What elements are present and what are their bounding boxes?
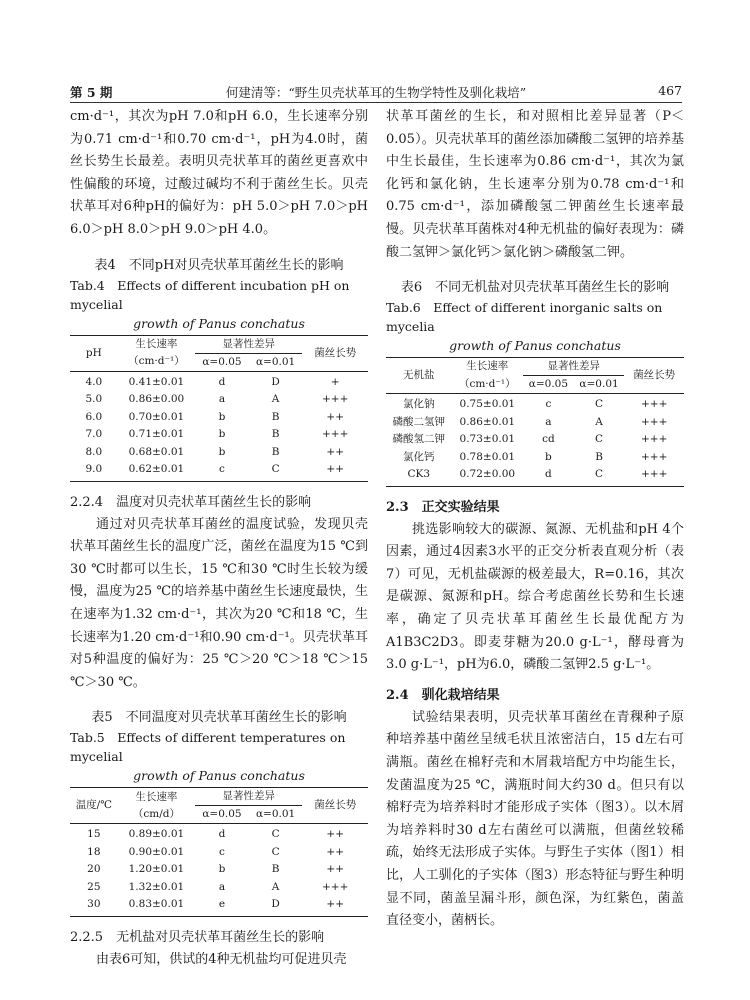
table-cell: CK3 [386, 466, 452, 486]
table-cell: 18 [87, 845, 101, 858]
table-row [386, 394, 684, 414]
table-cell: a [218, 393, 226, 406]
table-cell: 0.75±0.01 [452, 394, 524, 414]
table-caption-en: Tab.6 Effect of different inorganic salts on mycelia [386, 300, 663, 335]
col-header: 显著性差异 [523, 358, 624, 376]
table-caption-en-line2: growth of Panus conchatus [133, 315, 305, 331]
table-cell: +++ [322, 393, 349, 406]
running-title: 何建清等：“野生贝壳状革耳的生物学特性及驯化栽培” [225, 85, 527, 100]
table-cell: d [523, 466, 574, 486]
col-header: α=0.01 [255, 808, 296, 821]
running-header [70, 80, 682, 103]
table-cell: 8.0 [85, 445, 103, 458]
table-row [386, 449, 684, 467]
paragraph: 通过对贝壳状革耳菌丝的温度试验，发现贝壳状革耳菌丝生长的温度广泛，菌丝在温度为15 ℃到30 ℃时都可以生长，15 ℃和30 ℃时生长较为缓慢，温度为25 ℃的培养基中菌丝生长速度最快，生在速率为1.32 cm·d⁻¹，其次为20 ℃和18 ℃，生长速率为1.20 cm·d⁻¹和0.90 cm·d⁻¹。贝壳状革耳对5种温度的偏好为：25 ℃＞20 ℃＞18 ℃＞15 ℃＞30 ℃。 [70, 516, 368, 690]
table-row [70, 896, 368, 916]
col-header: 无机盐 [386, 358, 452, 394]
table-cell: C [249, 824, 303, 844]
section-heading: 2.2.4 温度对贝壳状革耳菌丝生长的影响 [70, 494, 312, 510]
col-header: α=0.05 [202, 808, 242, 821]
table-cell: +++ [322, 880, 349, 893]
col-header: α=0.01 [255, 355, 296, 368]
table-caption-cn: 表5 不同温度对贝壳状革耳菌丝生长的影响 [91, 710, 347, 726]
col-header: α=0.01 [579, 378, 619, 391]
table-cell: 1.20±0.01 [128, 863, 185, 876]
table-cell: +++ [640, 433, 668, 446]
table-caption-en: Tab.4 Effects of different incubation pH on mycelial [70, 277, 350, 312]
col-header: 菌丝长势 [302, 335, 368, 371]
table-cell: 9.0 [70, 461, 118, 481]
col-header: 菌丝长势 [302, 788, 368, 824]
table-cell: +++ [624, 394, 684, 414]
table-cell: ++ [302, 461, 368, 481]
table-row [70, 844, 368, 862]
table-cell: B [271, 410, 280, 423]
table-row [70, 861, 368, 879]
table-cell: 5.0 [85, 393, 103, 406]
table-cell: 0.70±0.01 [128, 410, 185, 423]
section-heading: 2.4 驯化栽培结果 [386, 687, 500, 703]
col-header: 显著性差异 [195, 788, 302, 806]
table-caption-cn: 表6 不同无机盐对贝壳状革耳菌丝生长的影响 [400, 280, 670, 296]
table-cell: 4.0 [70, 371, 118, 391]
table-row [70, 426, 368, 444]
table-caption-en: Tab.5 Effects of different temperatures on mycelial [70, 730, 346, 765]
col-header: α=0.05 [202, 355, 242, 368]
table-cell: D [249, 371, 303, 391]
table-cell: ++ [326, 845, 344, 858]
table-4 [70, 335, 368, 482]
col-header: 显著性差异 [195, 335, 302, 353]
table-cell: A [595, 415, 603, 428]
table-cell: 0.89±0.01 [118, 824, 195, 844]
table-cell: ++ [326, 410, 344, 423]
table-cell: 0.86±0.00 [128, 393, 185, 406]
table-cell: 0.73±0.01 [459, 433, 516, 446]
table-caption-cn: 表4 不同pH对贝壳状革耳菌丝生长的影响 [94, 257, 344, 273]
col-header: 生长速率 [118, 788, 195, 806]
table-cell: 氯化钠 [386, 394, 452, 414]
table-row [386, 466, 684, 486]
table-caption-en-line2: growth of Panus conchatus [449, 338, 621, 354]
table-cell: B [271, 428, 280, 441]
table-cell: 7.0 [85, 428, 103, 441]
table-cell: cd [542, 433, 555, 446]
table-cell: d [195, 824, 249, 844]
table-cell: 0.71±0.01 [128, 428, 185, 441]
table-cell: ++ [302, 896, 368, 916]
section-heading: 2.2.5 无机盐对贝壳状革耳菌丝生长的影响 [70, 929, 325, 945]
table-cell: +++ [322, 428, 349, 441]
table-cell: A [271, 393, 280, 406]
table-cell: b [218, 428, 226, 441]
table-cell: c [523, 394, 574, 414]
table-cell: b [218, 410, 226, 423]
table-row [70, 371, 368, 391]
table-cell: C [595, 433, 604, 446]
table-cell: d [195, 371, 249, 391]
col-header: 生长速率 [118, 335, 195, 353]
table-row [70, 879, 368, 897]
section-heading: 2.3 正交实验结果 [386, 499, 500, 515]
table-cell: C [574, 466, 625, 486]
table-row [70, 824, 368, 844]
table-row [70, 391, 368, 409]
table-cell: b [218, 863, 226, 876]
table-cell: b [218, 445, 226, 458]
table-row [386, 431, 684, 449]
table-cell: ++ [302, 824, 368, 844]
table-caption-en-line2: growth of Panus conchatus [133, 768, 305, 784]
table-row [70, 444, 368, 462]
col-header: （cm·d⁻¹） [458, 377, 516, 390]
table-cell: 30 [70, 896, 118, 916]
table-cell: c [195, 461, 249, 481]
col-header: 温度/℃ [70, 788, 118, 824]
table-cell: b [545, 450, 552, 463]
table-cell: B [271, 863, 280, 876]
table-cell: 0.90±0.01 [128, 845, 185, 858]
table-cell: + [302, 371, 368, 391]
table-row [70, 461, 368, 481]
table-cell: ++ [326, 863, 344, 876]
col-header: （cm·d⁻¹） [128, 355, 185, 368]
table-cell: 15 [70, 824, 118, 844]
issue-number: 第 5 期 [70, 85, 113, 100]
table-5 [70, 787, 368, 917]
table-cell: C [574, 394, 625, 414]
table-cell: C [249, 461, 303, 481]
table-cell: 0.86±0.01 [459, 415, 516, 428]
table-cell: e [195, 896, 249, 916]
paragraph: 状革耳菌丝的生长，和对照相比差异显著（P＜0.05）。贝壳状革耳的菌丝添加磷酸二氢钾的培养基中生长最佳，生长速率为0.86 cm·d⁻¹，其次为氯化钙和氯化钠，生长速率分别为0.78 cm·d⁻¹和0.75 cm·d⁻¹，添加磷酸氢二钾菌丝生长速率最慢。贝壳状革耳菌株对4种无机盐的偏好表现为：磷酸二氢钾＞氯化钙＞氯化钠＞磷酸氢二钾。 [386, 109, 684, 260]
table-cell: a [218, 880, 226, 893]
table-cell: B [271, 445, 280, 458]
col-header: 菌丝长势 [624, 358, 684, 394]
table-cell: a [545, 415, 552, 428]
col-header: pH [70, 335, 118, 371]
table-cell: 1.32±0.01 [128, 880, 185, 893]
table-cell: 0.62±0.01 [118, 461, 195, 481]
table-6 [386, 357, 684, 487]
table-row [386, 414, 684, 432]
paragraph: cm·d⁻¹，其次为pH 7.0和pH 6.0，生长速率分别为0.71 cm·d⁻¹和0.70 cm·d⁻¹，pH为4.0时，菌丝长势生长最差。表明贝壳状革耳的菌丝更喜欢中性偏酸的环境，过酸过碱均不利于菌丝生长。贝壳状革耳对6种pH的偏好为：pH 5.0＞pH 7.0＞pH 6.0＞pH 8.0＞pH 9.0＞pH 4.0。 [70, 109, 368, 237]
table-cell: C [271, 845, 280, 858]
table-cell: +++ [640, 415, 668, 428]
right-column [386, 106, 684, 933]
paragraph: 挑选影响较大的碳源、氮源、无机盐和pH 4个因素，通过4因素3水平的正交分析表直观分析（表7）可见，无机盐碳源的极差最大，R=0.16，其次是碳源、氮源和pH。综合考虑菌丝长势和生长速率，确定了贝壳状革耳菌丝生长最优配方为A1B3C2D3。即麦芽糖为20.0 g·L⁻¹，酵母膏为3.0 g·L⁻¹，pH为6.0，磷酸二氢钾2.5 g·L⁻¹。 [386, 521, 684, 673]
col-header: α=0.05 [528, 378, 569, 391]
table-cell: B [595, 450, 603, 463]
table-cell: D [249, 896, 303, 916]
table-cell: 6.0 [85, 410, 103, 423]
table-cell: 磷酸氢二钾 [392, 433, 446, 446]
table-row [70, 409, 368, 427]
page-number: 467 [658, 83, 682, 98]
col-header: （cm/d） [132, 808, 180, 821]
table-cell: 0.83±0.01 [118, 896, 195, 916]
table-cell: ++ [326, 445, 344, 458]
paragraph: 试验结果表明，贝壳状革耳菌丝在青稞种子原种培养基中菌丝呈绒毛状且浓密洁白，15 d左右可满瓶。菌丝在棉籽壳和木屑栽培配方中均能生长，发菌温度为25 ℃，满瓶时间大约30 d。但只有以棉籽壳为培养料时才能形成子实体（图3）。以木屑为培养料时30 d左右菌丝可以满瓶，但菌丝较稀疏，始终无法形成子实体。与野生子实体（图1）相比，人工驯化的子实体（图3）形态特征与野生种明显不同，菌盖呈漏斗形，颜色深，为红紫色，菌盖直径变小，菌柄长。 [386, 709, 684, 929]
table-cell: 0.78±0.01 [459, 450, 516, 463]
left-column [70, 106, 368, 971]
col-header: 生长速率 [452, 358, 524, 376]
table-cell: 0.68±0.01 [128, 445, 185, 458]
table-cell: 0.72±0.00 [452, 466, 524, 486]
table-cell: 20 [87, 863, 101, 876]
table-cell: +++ [624, 466, 684, 486]
table-cell: +++ [640, 450, 668, 463]
table-cell: c [219, 845, 225, 858]
table-cell: A [271, 880, 280, 893]
table-cell: 氯化钙 [403, 450, 435, 463]
paragraph: 由表6可知，供试的4种无机盐均可促进贝壳 [96, 951, 347, 967]
table-cell: 磷酸二氢钾 [392, 415, 446, 428]
table-cell: 25 [87, 880, 101, 893]
table-cell: 0.41±0.01 [118, 371, 195, 391]
